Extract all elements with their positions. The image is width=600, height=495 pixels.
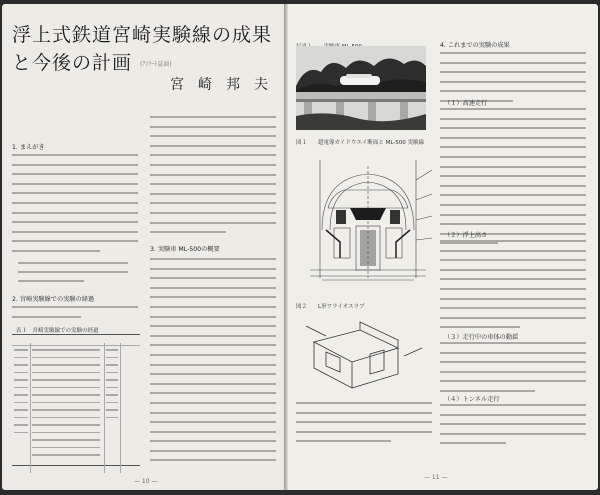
body-text-tunnel	[440, 404, 586, 452]
section-heading-history: 2. 宮崎実験線での実験の経過	[12, 296, 95, 303]
body-text-vehicle	[150, 258, 276, 469]
experiment-history-table	[12, 334, 140, 466]
body-text-history	[12, 306, 138, 325]
l-shaped-slab-diagram	[300, 312, 430, 394]
body-text-intro	[12, 154, 138, 260]
body-text-col2-upper	[150, 116, 276, 241]
note-text-block	[18, 262, 128, 289]
body-text-lower-left	[296, 402, 432, 450]
left-page	[2, 4, 286, 490]
article-title-line2: と今後の計画	[12, 52, 133, 74]
guideway-cross-section-diagram	[300, 150, 435, 285]
section-heading-vehicle: 3. 実験車 ML-500の概要	[150, 246, 220, 253]
author-name: 宮崎邦夫	[170, 77, 282, 93]
right-page-number: — 11 —	[424, 474, 448, 481]
title-note: (ｱﾝｹｰﾄ誌面)	[140, 61, 172, 68]
figure2-caption: 図２ L形ワライオスラブ	[296, 304, 365, 310]
subheading-high-speed: （１）高速走行	[444, 100, 488, 107]
left-page-number: — 10 —	[134, 478, 158, 485]
subheading-vehicle-motion: （３）走行中の車体の動揺	[444, 334, 519, 341]
subheading-levitation-height: （２）浮上高さ	[444, 232, 488, 239]
vehicle-photo	[296, 46, 426, 130]
section-heading-intro: 1. まえがき	[12, 144, 45, 151]
body-text-motion	[440, 342, 586, 400]
subheading-tunnel-run: （４）トンネル走行	[444, 396, 500, 403]
body-text-levitation	[440, 240, 586, 336]
figure1-caption: 図１ 超電導ガイドウエイ断面と ML-500 実験線	[296, 140, 425, 146]
table-caption: 表１ 宮崎実験線での実験の経過	[16, 328, 99, 334]
section-heading-results: 4. これまでの実験の成果	[440, 42, 510, 49]
article-title-line1: 浮上式鉄道宮崎実験線の成果	[12, 24, 273, 46]
